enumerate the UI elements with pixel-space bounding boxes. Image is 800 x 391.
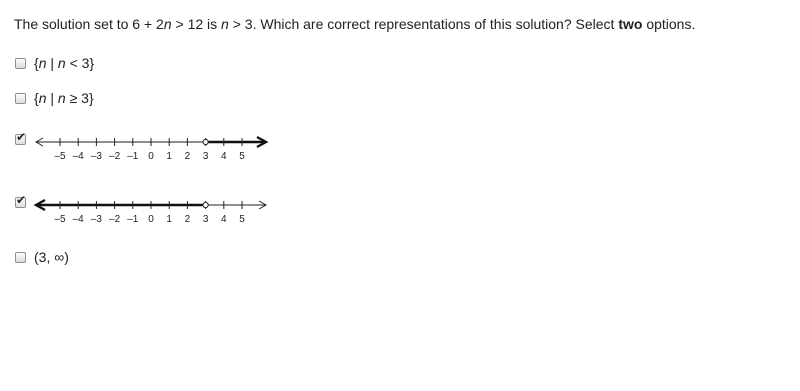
tick-label: 1 — [166, 151, 172, 162]
tick-label: 3 — [202, 214, 209, 225]
check-mark-icon: ✔ — [16, 130, 27, 144]
tick-label: –3 — [90, 151, 102, 162]
tick-label: –1 — [127, 214, 139, 225]
tick-label: –3 — [90, 214, 102, 225]
number-line-option-4 — [30, 193, 275, 229]
tick-label: –5 — [54, 214, 66, 225]
checkbox-option-4[interactable] — [15, 193, 27, 208]
tick-label: 5 — [239, 214, 245, 225]
tick-label: 4 — [221, 151, 227, 162]
question-text: The solution set to 6 + 2n > 12 is n > 3. Which are correct representations of this solution? Select two options. — [14, 16, 696, 32]
tick-label: 2 — [184, 214, 191, 225]
open-circle-point — [203, 202, 208, 207]
option-1[interactable] — [15, 54, 94, 72]
checkbox-option-1[interactable] — [15, 58, 26, 69]
tick-label: –5 — [54, 151, 66, 162]
checkbox-option-5[interactable] — [15, 252, 26, 263]
tick-label: 0 — [148, 214, 154, 225]
option-2[interactable] — [15, 89, 94, 107]
tick-label: 0 — [148, 151, 154, 162]
tick-label: 2 — [184, 151, 191, 162]
option-2-label: {n | n ≥ 3} — [34, 90, 94, 106]
tick-label: –2 — [109, 151, 121, 162]
option-5[interactable] — [15, 248, 69, 266]
option-4[interactable] — [15, 193, 27, 208]
open-circle-point — [203, 139, 208, 144]
checkbox-option-3[interactable] — [15, 130, 27, 145]
check-mark-icon: ✔ — [16, 193, 27, 207]
number-line-option-3 — [30, 130, 275, 166]
option-5-label: (3, ∞) — [34, 249, 69, 265]
tick-label: –4 — [72, 214, 84, 225]
tick-label: 4 — [221, 214, 227, 225]
tick-label: 5 — [239, 151, 245, 162]
tick-label: 1 — [166, 214, 172, 225]
tick-label: –2 — [109, 214, 121, 225]
tick-label: –1 — [127, 151, 139, 162]
option-3[interactable] — [15, 130, 27, 145]
tick-label: 3 — [202, 151, 209, 162]
tick-label: –4 — [72, 151, 84, 162]
option-1-label: {n | n < 3} — [34, 55, 95, 71]
checkbox-option-2[interactable] — [15, 93, 26, 104]
